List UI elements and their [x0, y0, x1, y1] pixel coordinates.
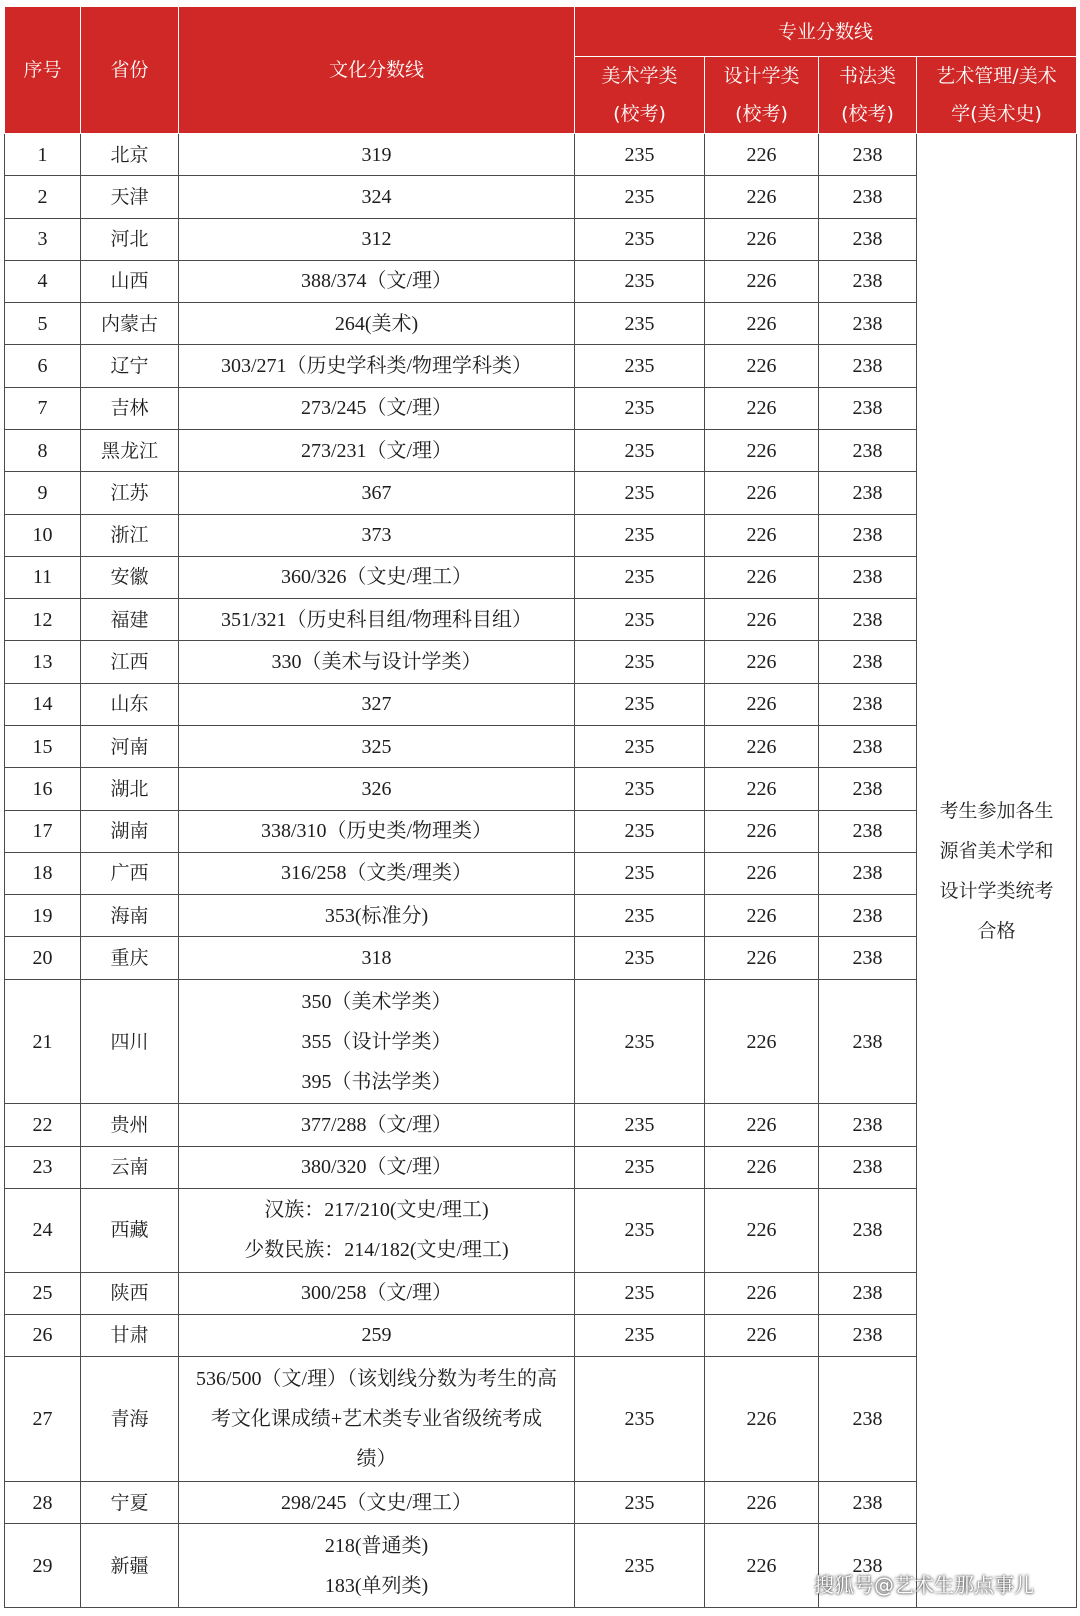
row-province: 西藏	[81, 1188, 179, 1272]
row-province: 重庆	[81, 937, 179, 979]
header-design: 设计学类 (校考)	[705, 57, 819, 134]
row-seq: 26	[5, 1314, 81, 1356]
row-design-score: 226	[705, 1314, 819, 1356]
row-fine-arts-score: 235	[575, 1314, 705, 1356]
table-row	[5, 218, 1077, 260]
row-seq: 18	[5, 852, 81, 894]
row-calligraphy-score: 238	[819, 895, 917, 937]
row-fine-arts-score: 235	[575, 429, 705, 471]
row-fine-arts-score: 235	[575, 599, 705, 641]
row-culture-score: 338/310（历史类/物理类）	[179, 810, 575, 852]
row-design-score: 226	[705, 641, 819, 683]
row-design-score: 226	[705, 345, 819, 387]
table-row	[5, 134, 1077, 176]
row-calligraphy-score: 238	[819, 1357, 917, 1482]
row-province: 山西	[81, 260, 179, 302]
row-design-score: 226	[705, 725, 819, 767]
row-fine-arts-score: 235	[575, 1272, 705, 1314]
row-seq: 23	[5, 1146, 81, 1188]
row-calligraphy-score: 238	[819, 599, 917, 641]
row-province: 四川	[81, 979, 179, 1104]
row-fine-arts-score: 235	[575, 979, 705, 1104]
table-row	[5, 979, 1077, 1104]
row-design-score: 226	[705, 303, 819, 345]
row-fine-arts-score: 235	[575, 768, 705, 810]
row-calligraphy-score: 238	[819, 937, 917, 979]
row-province: 江西	[81, 641, 179, 683]
table-row	[5, 683, 1077, 725]
row-province: 甘肃	[81, 1314, 179, 1356]
row-design-score: 226	[705, 176, 819, 218]
row-fine-arts-score: 235	[575, 683, 705, 725]
row-seq: 17	[5, 810, 81, 852]
row-design-score: 226	[705, 683, 819, 725]
row-culture-score: 318	[179, 937, 575, 979]
row-culture-score: 327	[179, 683, 575, 725]
row-province: 陕西	[81, 1272, 179, 1314]
row-design-score: 226	[705, 514, 819, 556]
table-row	[5, 1104, 1077, 1146]
header-culture-score: 文化分数线	[179, 7, 575, 134]
row-culture-score: 360/326（文史/理工）	[179, 556, 575, 598]
row-culture-score: 326	[179, 768, 575, 810]
row-province: 云南	[81, 1146, 179, 1188]
row-design-score: 226	[705, 599, 819, 641]
row-culture-score: 330（美术与设计学类）	[179, 641, 575, 683]
row-seq: 29	[5, 1524, 81, 1608]
row-calligraphy-score: 238	[819, 979, 917, 1104]
table-row	[5, 725, 1077, 767]
table-row	[5, 768, 1077, 810]
row-province: 贵州	[81, 1104, 179, 1146]
table-header	[5, 7, 1077, 134]
row-fine-arts-score: 235	[575, 1188, 705, 1272]
row-design-score: 226	[705, 1188, 819, 1272]
row-province: 天津	[81, 176, 179, 218]
row-culture-score: 312	[179, 218, 575, 260]
row-fine-arts-score: 235	[575, 895, 705, 937]
row-seq: 5	[5, 303, 81, 345]
row-province: 浙江	[81, 514, 179, 556]
row-fine-arts-score: 235	[575, 345, 705, 387]
row-fine-arts-score: 235	[575, 810, 705, 852]
row-culture-score: 353(标准分)	[179, 895, 575, 937]
row-design-score: 226	[705, 1104, 819, 1146]
row-culture-score: 273/231（文/理）	[179, 429, 575, 471]
row-design-score: 226	[705, 1272, 819, 1314]
row-seq: 19	[5, 895, 81, 937]
row-province: 湖北	[81, 768, 179, 810]
row-design-score: 226	[705, 1146, 819, 1188]
row-fine-arts-score: 235	[575, 937, 705, 979]
row-design-score: 226	[705, 979, 819, 1104]
table-row	[5, 810, 1077, 852]
row-seq: 7	[5, 387, 81, 429]
row-design-score: 226	[705, 387, 819, 429]
table-body	[5, 134, 1077, 1608]
row-province: 河南	[81, 725, 179, 767]
row-calligraphy-score: 238	[819, 260, 917, 302]
row-province: 青海	[81, 1357, 179, 1482]
row-culture-score: 325	[179, 725, 575, 767]
row-culture-score: 351/321（历史科目组/物理科目组）	[179, 599, 575, 641]
row-culture-score: 303/271（历史学科类/物理学科类）	[179, 345, 575, 387]
row-province: 黑龙江	[81, 429, 179, 471]
row-seq: 20	[5, 937, 81, 979]
row-seq: 13	[5, 641, 81, 683]
row-calligraphy-score: 238	[819, 852, 917, 894]
row-province: 广西	[81, 852, 179, 894]
row-design-score: 226	[705, 472, 819, 514]
table-row	[5, 937, 1077, 979]
row-culture-score: 300/258（文/理）	[179, 1272, 575, 1314]
row-fine-arts-score: 235	[575, 556, 705, 598]
row-fine-arts-score: 235	[575, 176, 705, 218]
row-seq: 12	[5, 599, 81, 641]
row-culture-score: 264(美术)	[179, 303, 575, 345]
row-culture-score: 350（美术学类） 355（设计学类） 395（书法学类）	[179, 979, 575, 1104]
header-province: 省份	[81, 7, 179, 134]
row-calligraphy-score: 238	[819, 176, 917, 218]
header-calligraphy: 书法类 (校考)	[819, 57, 917, 134]
row-seq: 2	[5, 176, 81, 218]
row-province: 北京	[81, 134, 179, 176]
score-table	[4, 6, 1077, 1608]
table-row	[5, 303, 1077, 345]
row-seq: 11	[5, 556, 81, 598]
row-culture-score: 319	[179, 134, 575, 176]
row-fine-arts-score: 235	[575, 1104, 705, 1146]
table-row	[5, 556, 1077, 598]
row-design-score: 226	[705, 768, 819, 810]
table-row	[5, 895, 1077, 937]
row-province: 新疆	[81, 1524, 179, 1608]
header-art-management: 艺术管理/美术 学(美术史)	[917, 57, 1077, 134]
row-design-score: 226	[705, 937, 819, 979]
row-province: 山东	[81, 683, 179, 725]
row-fine-arts-score: 235	[575, 852, 705, 894]
row-seq: 16	[5, 768, 81, 810]
table-row	[5, 472, 1077, 514]
row-seq: 4	[5, 260, 81, 302]
art-management-requirement: 考生参加各生 源省美术学和 设计学类统考 合格	[917, 134, 1077, 1608]
row-seq: 28	[5, 1481, 81, 1523]
row-calligraphy-score: 238	[819, 1314, 917, 1356]
row-seq: 9	[5, 472, 81, 514]
table-row	[5, 1314, 1077, 1356]
row-seq: 27	[5, 1357, 81, 1482]
header-fine-arts: 美术学类 (校考)	[575, 57, 705, 134]
row-culture-score: 324	[179, 176, 575, 218]
table-row	[5, 1357, 1077, 1482]
row-calligraphy-score: 238	[819, 345, 917, 387]
row-fine-arts-score: 235	[575, 641, 705, 683]
row-fine-arts-score: 235	[575, 514, 705, 556]
row-seq: 14	[5, 683, 81, 725]
row-culture-score: 380/320（文/理）	[179, 1146, 575, 1188]
row-calligraphy-score: 238	[819, 387, 917, 429]
row-seq: 10	[5, 514, 81, 556]
row-fine-arts-score: 235	[575, 472, 705, 514]
row-fine-arts-score: 235	[575, 134, 705, 176]
table-row	[5, 429, 1077, 471]
row-seq: 15	[5, 725, 81, 767]
row-province: 海南	[81, 895, 179, 937]
table-row	[5, 1481, 1077, 1523]
row-design-score: 226	[705, 1524, 819, 1608]
row-calligraphy-score: 238	[819, 218, 917, 260]
row-design-score: 226	[705, 556, 819, 598]
row-province: 辽宁	[81, 345, 179, 387]
row-design-score: 226	[705, 429, 819, 471]
row-seq: 6	[5, 345, 81, 387]
row-calligraphy-score: 238	[819, 303, 917, 345]
table-row	[5, 1188, 1077, 1272]
row-calligraphy-score: 238	[819, 472, 917, 514]
row-fine-arts-score: 235	[575, 725, 705, 767]
row-calligraphy-score: 238	[819, 810, 917, 852]
table-row	[5, 345, 1077, 387]
table-row	[5, 641, 1077, 683]
row-calligraphy-score: 238	[819, 1272, 917, 1314]
row-calligraphy-score: 238	[819, 725, 917, 767]
row-culture-score: 367	[179, 472, 575, 514]
row-province: 江苏	[81, 472, 179, 514]
row-fine-arts-score: 235	[575, 260, 705, 302]
row-design-score: 226	[705, 852, 819, 894]
table-row	[5, 1272, 1077, 1314]
row-calligraphy-score: 238	[819, 556, 917, 598]
row-calligraphy-score: 238	[819, 134, 917, 176]
row-fine-arts-score: 235	[575, 1357, 705, 1482]
table-row	[5, 514, 1077, 556]
row-seq: 1	[5, 134, 81, 176]
row-province: 宁夏	[81, 1481, 179, 1523]
row-fine-arts-score: 235	[575, 218, 705, 260]
table-row	[5, 599, 1077, 641]
row-culture-score: 273/245（文/理）	[179, 387, 575, 429]
row-calligraphy-score: 238	[819, 1104, 917, 1146]
row-seq: 25	[5, 1272, 81, 1314]
table-row	[5, 1146, 1077, 1188]
row-calligraphy-score: 238	[819, 514, 917, 556]
row-calligraphy-score: 238	[819, 641, 917, 683]
row-calligraphy-score: 238	[819, 429, 917, 471]
row-design-score: 226	[705, 1481, 819, 1523]
table-row	[5, 852, 1077, 894]
row-province: 湖南	[81, 810, 179, 852]
row-culture-score: 316/258（文类/理类）	[179, 852, 575, 894]
row-culture-score: 388/374（文/理）	[179, 260, 575, 302]
row-culture-score: 259	[179, 1314, 575, 1356]
row-fine-arts-score: 235	[575, 387, 705, 429]
row-fine-arts-score: 235	[575, 303, 705, 345]
row-design-score: 226	[705, 134, 819, 176]
table-row	[5, 260, 1077, 302]
row-calligraphy-score: 238	[819, 1524, 917, 1608]
row-seq: 21	[5, 979, 81, 1104]
row-province: 吉林	[81, 387, 179, 429]
row-design-score: 226	[705, 218, 819, 260]
row-design-score: 226	[705, 260, 819, 302]
row-fine-arts-score: 235	[575, 1146, 705, 1188]
watermark: 搜狐号@艺术生那点事儿	[814, 1573, 1034, 1597]
row-culture-score: 536/500（文/理）（该划线分数为考生的高 考文化课成绩+艺术类专业省级统考成 绩）	[179, 1357, 575, 1482]
row-culture-score: 汉族：217/210(文史/理工) 少数民族：214/182(文史/理工)	[179, 1188, 575, 1272]
row-fine-arts-score: 235	[575, 1524, 705, 1608]
row-province: 内蒙古	[81, 303, 179, 345]
row-calligraphy-score: 238	[819, 1146, 917, 1188]
header-professional-score: 专业分数线	[575, 7, 1077, 57]
row-calligraphy-score: 238	[819, 683, 917, 725]
row-culture-score: 373	[179, 514, 575, 556]
row-calligraphy-score: 238	[819, 1481, 917, 1523]
row-seq: 24	[5, 1188, 81, 1272]
row-design-score: 226	[705, 895, 819, 937]
row-calligraphy-score: 238	[819, 768, 917, 810]
row-seq: 8	[5, 429, 81, 471]
row-culture-score: 218(普通类) 183(单列类)	[179, 1524, 575, 1608]
row-province: 福建	[81, 599, 179, 641]
row-calligraphy-score: 238	[819, 1188, 917, 1272]
row-culture-score: 377/288（文/理）	[179, 1104, 575, 1146]
row-design-score: 226	[705, 1357, 819, 1482]
header-seq: 序号	[5, 7, 81, 134]
row-design-score: 226	[705, 810, 819, 852]
table-row	[5, 387, 1077, 429]
row-culture-score: 298/245（文史/理工）	[179, 1481, 575, 1523]
row-province: 安徽	[81, 556, 179, 598]
table-row	[5, 176, 1077, 218]
row-fine-arts-score: 235	[575, 1481, 705, 1523]
row-province: 河北	[81, 218, 179, 260]
row-seq: 22	[5, 1104, 81, 1146]
row-seq: 3	[5, 218, 81, 260]
